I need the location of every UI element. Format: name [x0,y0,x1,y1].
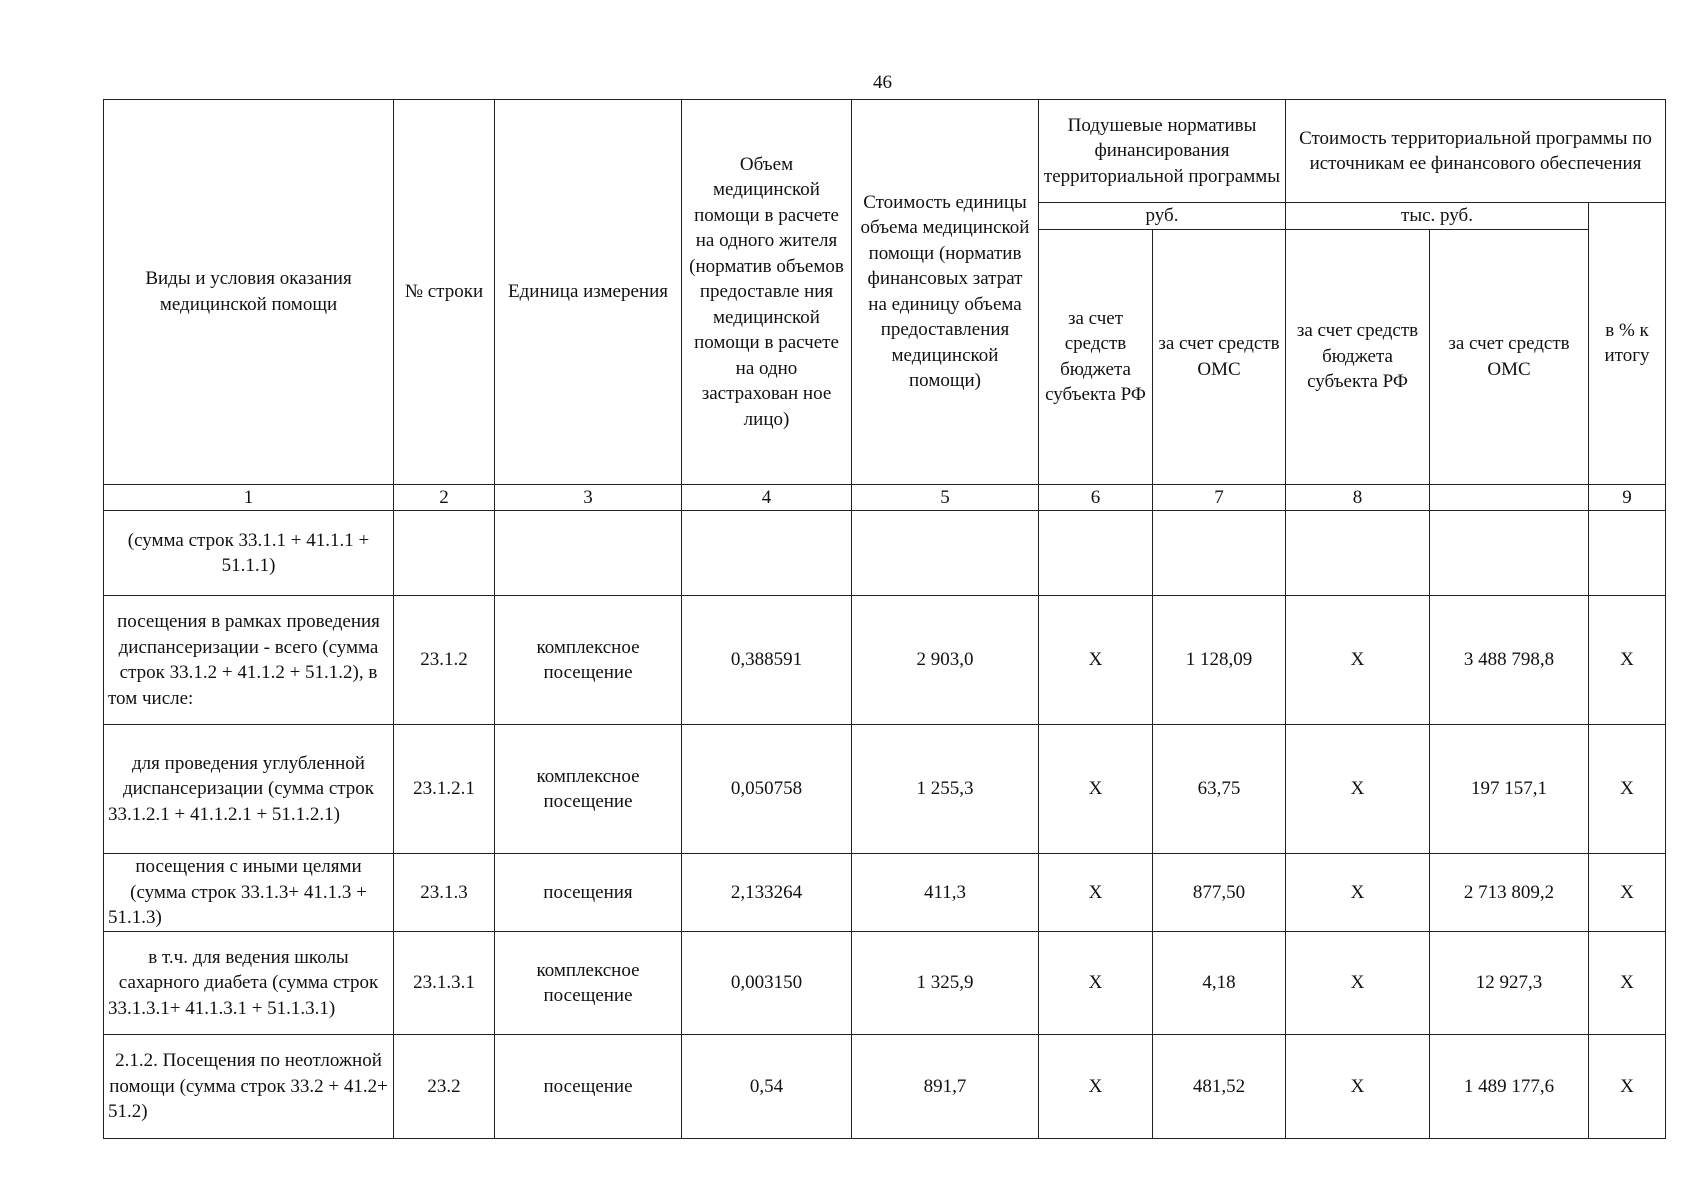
row-col7: X [1286,596,1430,725]
row-volume: 0,003150 [682,932,852,1035]
row-cost-unit [852,511,1039,596]
row-col5: X [1039,596,1153,725]
row-col7: X [1286,725,1430,854]
colnum-5: 5 [852,484,1039,511]
row-col8: 12 927,3 [1430,932,1589,1035]
row-col8: 3 488 798,8 [1430,596,1589,725]
row-number: 23.2 [394,1035,495,1139]
page-number: 46 [873,72,892,93]
row-cost-unit: 1 255,3 [852,725,1039,854]
header-unit-thousand-rub: тыс. руб. [1286,203,1589,230]
row-col7 [1286,511,1430,596]
row-description: посещения в рамках проведения диспансеризации - всего (сумма строк 33.1.2 + 41.1.2 + 51.1.2), в том числе: [104,596,394,725]
row-volume: 0,388591 [682,596,852,725]
row-col7: X [1286,854,1430,932]
row-description: (сумма строк 33.1.1 + 41.1.1 + 51.1.1) [104,511,394,596]
row-col6: 481,52 [1153,1035,1286,1139]
header-kind: Виды и условия оказания медицинской помощи [104,100,394,485]
row-unit: комплексное посещение [495,596,682,725]
header-row-no: № строки [394,100,495,485]
header-col9: в % к итогу [1589,203,1666,485]
colnum-4: 4 [682,484,852,511]
row-cost-unit: 2 903,0 [852,596,1039,725]
row-col6: 877,50 [1153,854,1286,932]
row-col5: X [1039,1035,1153,1139]
colnum-1: 1 [104,484,394,511]
row-volume [682,511,852,596]
header-cost-unit: Стоимость единицы объема медицинской помощи (норматив финансовых затрат на единицу объема предоставления медицинской помощи) [852,100,1039,485]
colnum-9: 9 [1589,484,1666,511]
row-col9: X [1589,932,1666,1035]
row-col8: 2 713 809,2 [1430,854,1589,932]
table-row [104,596,1666,725]
header-col5: за счет средств бюджета субъекта РФ [1039,229,1153,484]
column-numbers-row [104,484,1666,511]
row-cost-unit: 1 325,9 [852,932,1039,1035]
table-row [104,854,1666,932]
row-volume: 0,050758 [682,725,852,854]
row-col5: X [1039,932,1153,1035]
row-col6: 4,18 [1153,932,1286,1035]
row-unit: комплексное посещение [495,725,682,854]
header-per-capita-group: Подушевые нормативы финансирования территориальной программы [1039,100,1286,203]
row-unit: комплексное посещение [495,932,682,1035]
row-volume: 2,133264 [682,854,852,932]
row-col6: 1 128,09 [1153,596,1286,725]
header-volume: Объем медицинской помощи в расчете на одного жителя (норматив объемов предоставле ния медицинской помощи в расчете на одно застрахован ное лицо) [682,100,852,485]
table-row [104,932,1666,1035]
header-col7: за счет средств бюджета субъекта РФ [1286,229,1430,484]
row-volume: 0,54 [682,1035,852,1139]
row-number: 23.1.3.1 [394,932,495,1035]
row-col7: X [1286,932,1430,1035]
row-col8 [1430,511,1589,596]
row-col9: X [1589,1035,1666,1139]
row-col6 [1153,511,1286,596]
row-col9: X [1589,725,1666,854]
row-cost-unit: 411,3 [852,854,1039,932]
row-col7: X [1286,1035,1430,1139]
header-col8: за счет средств ОМС [1430,229,1589,484]
row-number: 23.1.3 [394,854,495,932]
header-cost-total-group: Стоимость территориальной программы по источникам ее финансового обеспечения [1286,100,1666,203]
row-unit: посещение [495,1035,682,1139]
table-row [104,1035,1666,1139]
row-col9: X [1589,596,1666,725]
header-col6: за счет средств ОМС [1153,229,1286,484]
colnum-7: 7 [1153,484,1286,511]
row-description: посещения с иными целями (сумма строк 33.1.3+ 41.1.3 + 51.1.3) [104,854,394,932]
colnum-2: 2 [394,484,495,511]
table-row [104,725,1666,854]
row-description: для проведения углубленной диспансеризации (сумма строк 33.1.2.1 + 41.1.2.1 + 51.1.2.1) [104,725,394,854]
colnum-8: 8 [1286,484,1430,511]
financing-table [103,99,1666,1139]
row-col5 [1039,511,1153,596]
row-number [394,511,495,596]
row-col5: X [1039,725,1153,854]
row-unit: посещения [495,854,682,932]
colnum-3: 3 [495,484,682,511]
row-cost-unit: 891,7 [852,1035,1039,1139]
row-col9 [1589,511,1666,596]
row-col8: 1 489 177,6 [1430,1035,1589,1139]
row-number: 23.1.2.1 [394,725,495,854]
row-col6: 63,75 [1153,725,1286,854]
table-row [104,511,1666,596]
row-col8: 197 157,1 [1430,725,1589,854]
row-description: 2.1.2. Посещения по неотложной помощи (сумма строк 33.2 + 41.2+ 51.2) [104,1035,394,1139]
colnum-6: 6 [1039,484,1153,511]
header-unit: Единица измерения [495,100,682,485]
row-description: в т.ч. для ведения школы сахарного диабета (сумма строк 33.1.3.1+ 41.1.3.1 + 51.1.3.1) [104,932,394,1035]
row-col9: X [1589,854,1666,932]
row-col5: X [1039,854,1153,932]
row-number: 23.1.2 [394,596,495,725]
row-unit [495,511,682,596]
header-unit-rub: руб. [1039,203,1286,230]
